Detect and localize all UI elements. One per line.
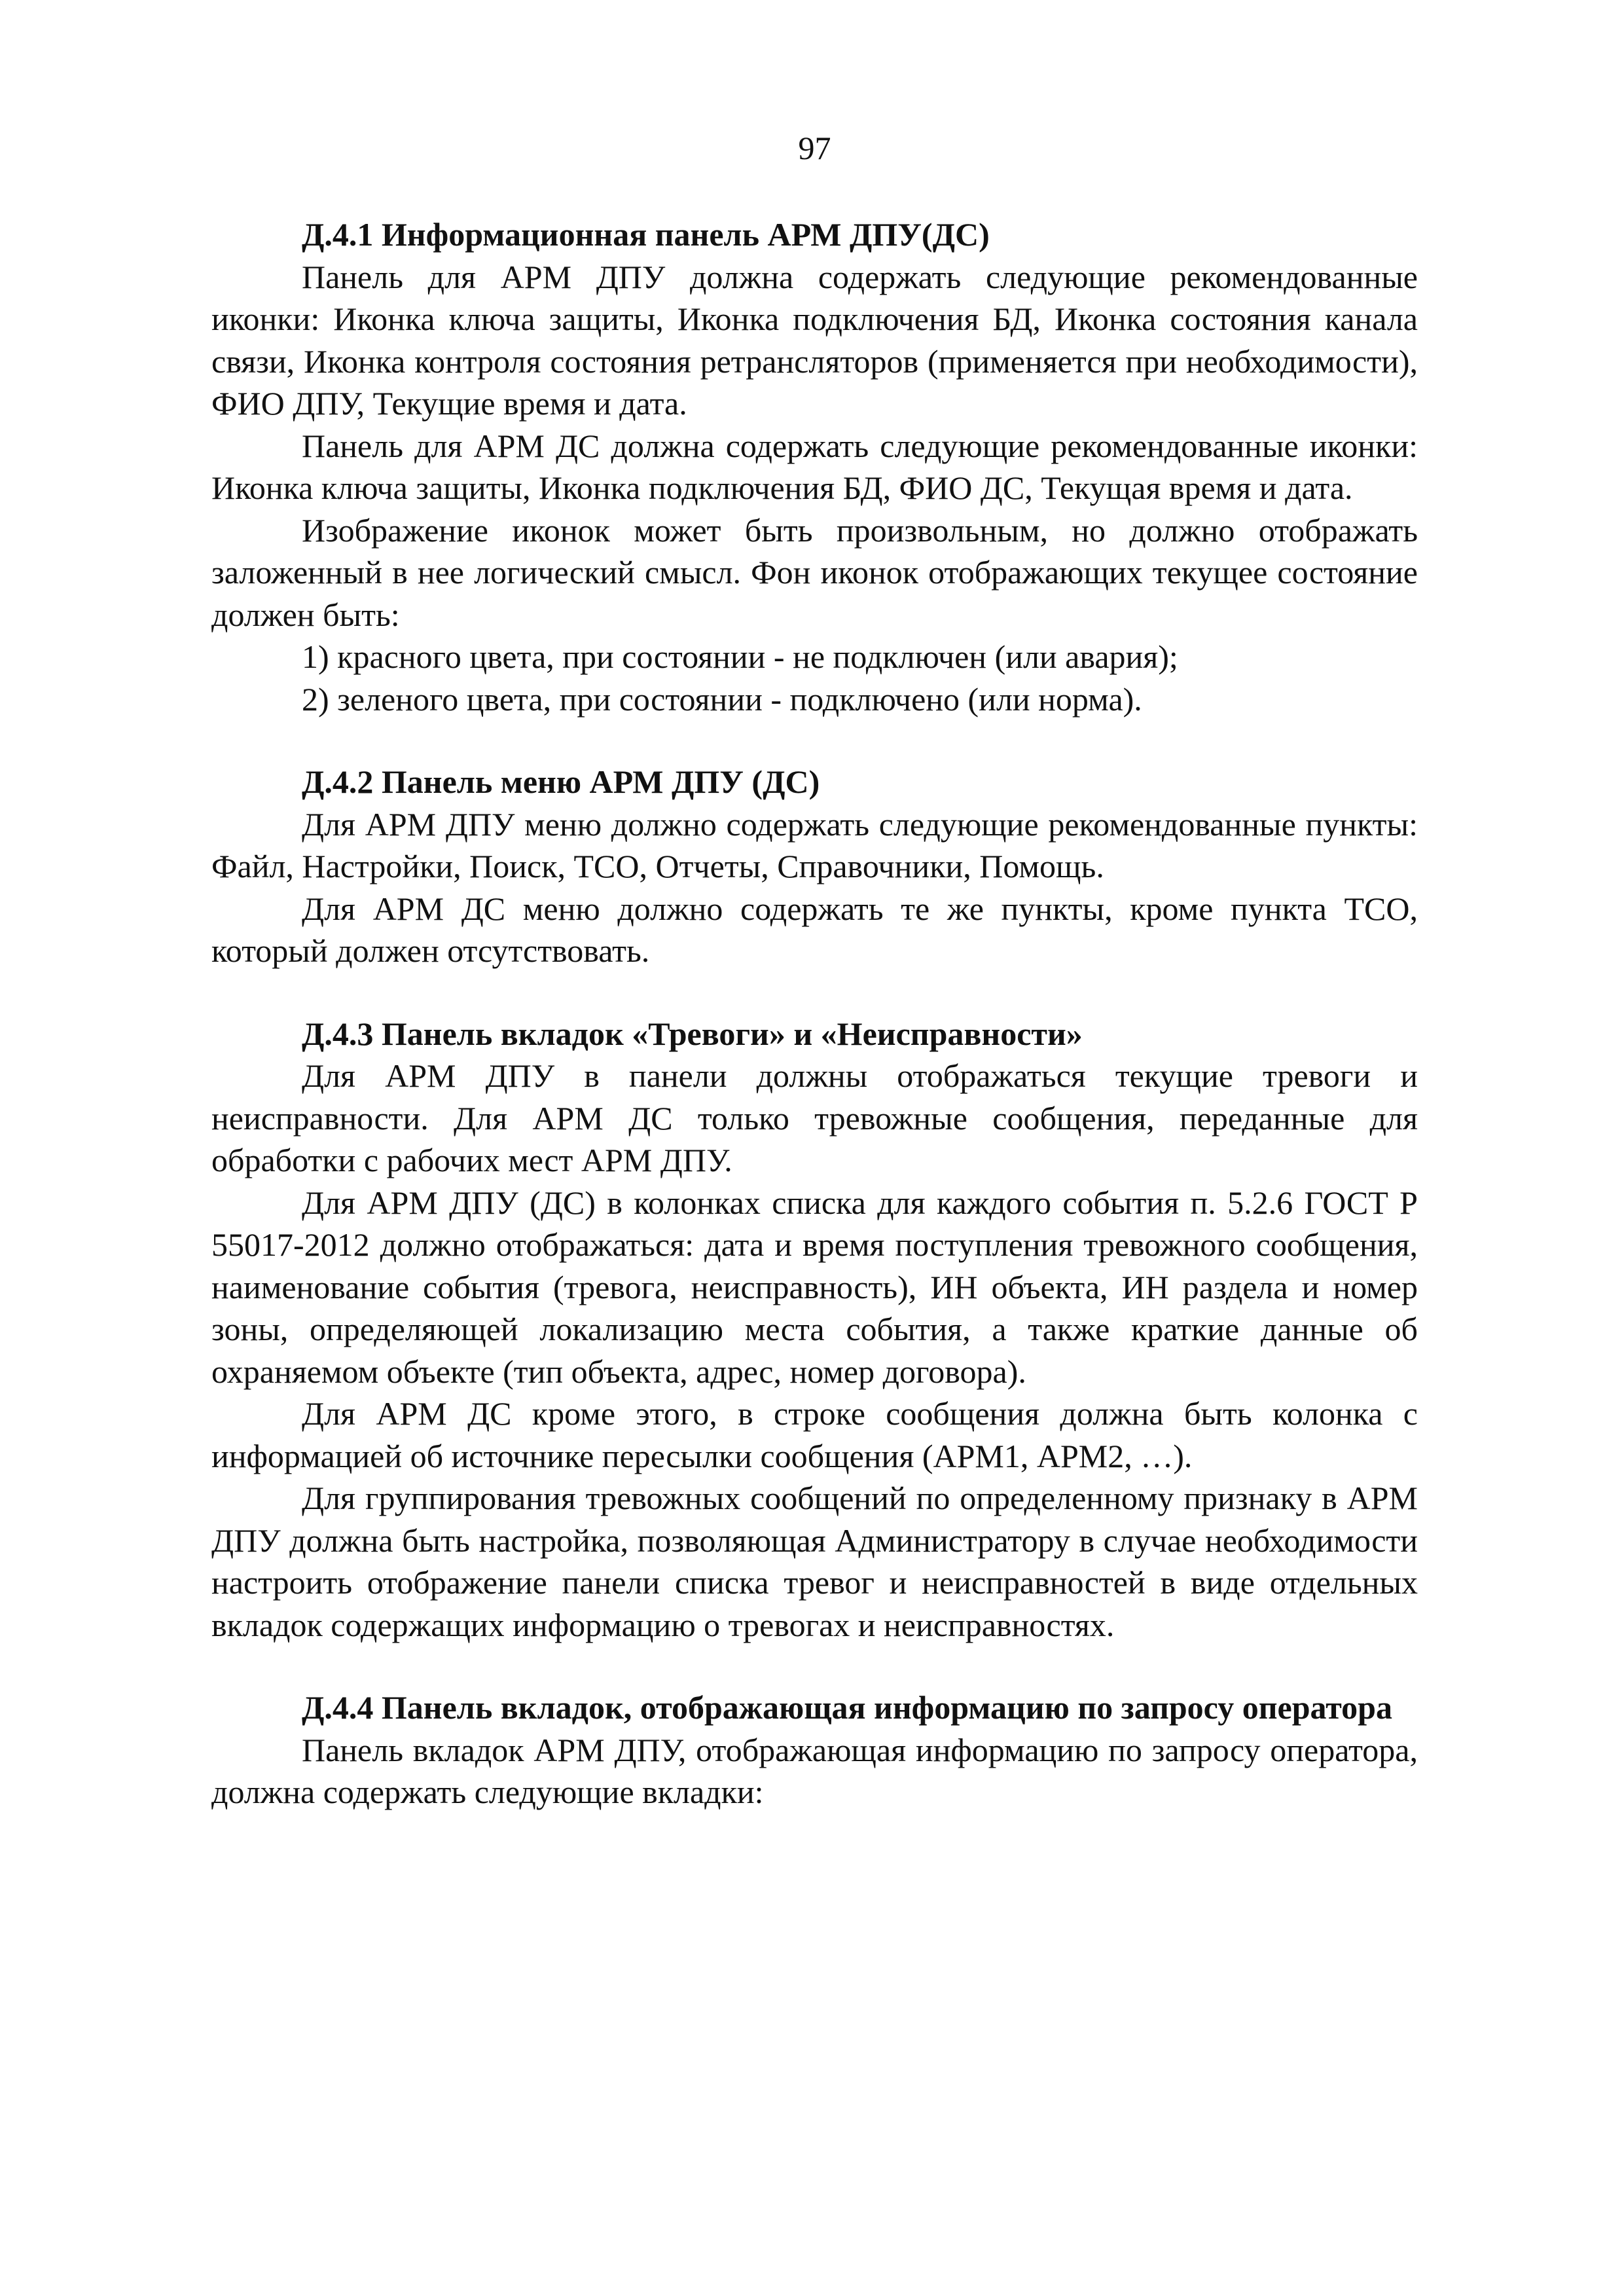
paragraph-dpu-panel-icons: Панель для АРМ ДПУ должна содержать следующие рекомендованные иконки: Иконка ключа защиты, Иконка подключения БД, Иконка состояния канала связи, Иконка контроля состояния ретрансляторов (применяется при необходимости), ФИО ДПУ, Текущие время и дата. (211, 258, 1418, 422)
document-page (211, 128, 1418, 1813)
paragraph-ds-panel-icons: Панель для АРМ ДС должна содержать следующие рекомендованные иконки: Иконка ключа защиты, Иконка подключения БД, ФИО ДС, Текущая время и дата. (211, 427, 1418, 506)
list-item-green-state: 2) зеленого цвета, при состоянии - подключено (или норма). (302, 680, 1142, 718)
paragraph-ds-menu: Для АРМ ДС меню должно содержать те же пункты, кроме пункта ТСО, который должен отсутствовать. (211, 890, 1418, 969)
section-gap (211, 720, 1418, 761)
section-gap (211, 1646, 1418, 1686)
paragraph-list-columns: Для АРМ ДПУ (ДС) в колонках списка для каждого события п. 5.2.6 ГОСТ Р 55017-2012 должно отображаться: дата и время поступления тревожного сообщения, наименование события (тревога, неисправность), ИН объекта, ИН раздела и номер зоны, определяющей локализацию места события, а также краткие данные об охраняемом объекте (тип объекта, адрес, номер договора). (211, 1184, 1418, 1390)
paragraph-icon-appearance: Изображение иконок может быть произвольным, но должно отображать заложенный в нее логический смысл. Фон иконок отображающих текущее состояние должен быть: (211, 511, 1418, 633)
section-d42 (211, 761, 1418, 972)
paragraph-operator-tabs: Панель вкладок АРМ ДПУ, отображающая информацию по запросу оператора, должна содержать следующие вкладки: (211, 1731, 1418, 1810)
section-gap (211, 972, 1418, 1013)
section-d41 (211, 213, 1418, 720)
section-heading-d41: Д.4.1 Информационная панель АРМ ДПУ(ДС) (302, 216, 990, 253)
section-heading-d42: Д.4.2 Панель меню АРМ ДПУ (ДС) (302, 763, 820, 800)
list-item-red-state: 1) красного цвета, при состоянии - не подключен (или авария); (302, 638, 1178, 675)
paragraph-dpu-menu: Для АРМ ДПУ меню должно содержать следующие рекомендованные пункты: Файл, Настройки, Поиск, ТСО, Отчеты, Справочники, Помощь. (211, 805, 1418, 884)
section-d44 (211, 1686, 1418, 1813)
page-number: 97 (798, 130, 831, 166)
paragraph-alarm-display: Для АРМ ДПУ в панели должны отображаться текущие тревоги и неисправности. Для АРМ ДС только тревожные сообщения, переданные для обработки с рабочих мест АРМ ДПУ. (211, 1057, 1418, 1178)
paragraph-grouping-setting: Для группирования тревожных сообщений по определенному признаку в АРМ ДПУ должна быть настройка, позволяющая Администратору в случае необходимости настроить отображение панели списка тревог и неисправностей в виде отдельных вкладок содержащих информацию о тревогах и неисправностях. (211, 1480, 1418, 1643)
section-d43 (211, 1013, 1418, 1647)
section-heading-d43: Д.4.3 Панель вкладок «Тревоги» и «Неисправности» (302, 1015, 1083, 1052)
paragraph-source-column: Для АРМ ДС кроме этого, в строке сообщения должна быть колонка с информацией об источнике пересылки сообщения (АРМ1, АРМ2, …). (211, 1395, 1418, 1474)
section-heading-d44: Д.4.4 Панель вкладок, отображающая информацию по запросу оператора (302, 1689, 1392, 1726)
